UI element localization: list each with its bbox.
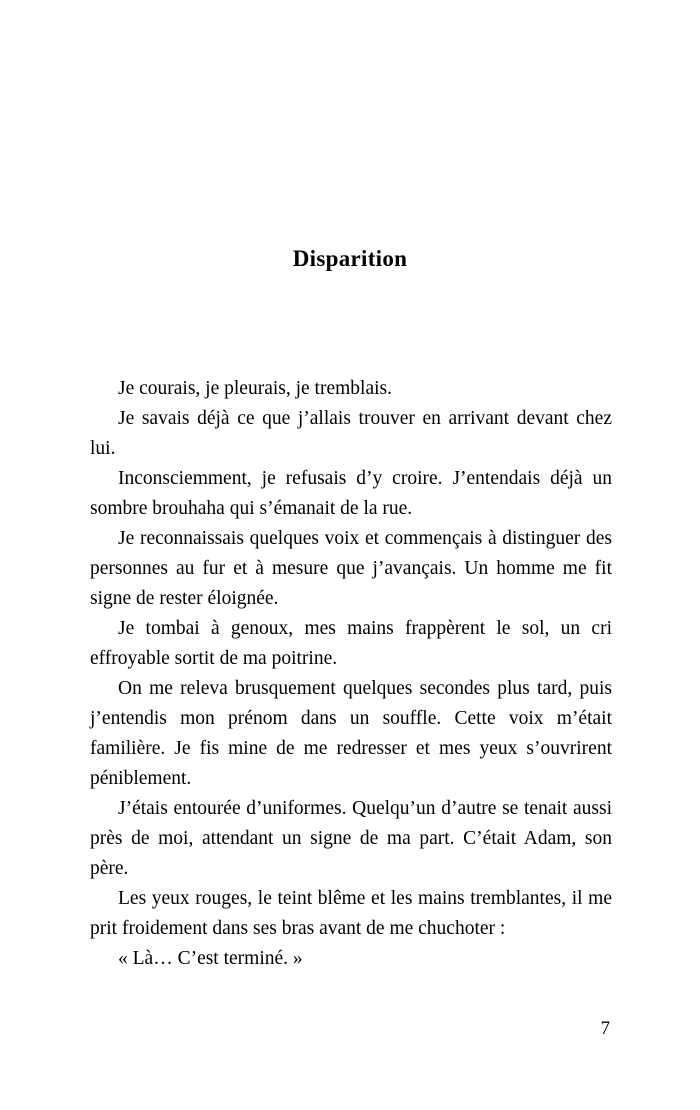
paragraph: Je tombai à genoux, mes mains frappèrent le sol, un cri effroyable sortit de ma poitrine. <box>90 618 612 669</box>
paragraph: Je courais, je pleurais, je tremblais. <box>118 378 392 399</box>
page-number: 7 <box>600 1018 610 1039</box>
paragraph: « Là… C’est terminé. » <box>118 948 303 969</box>
paragraph: Les yeux rouges, le teint blême et les mains tremblantes, il me prit froidement dans ses bras avant de me chuchoter : <box>90 888 612 939</box>
paragraph: On me releva brusquement quelques secondes plus tard, puis j’entendis mon prénom dans un souffle. Cette voix m’était familière. Je fis mine de me redresser et mes yeux s’ouvrirent péniblement. <box>90 678 612 789</box>
paragraph: Je reconnaissais quelques voix et commençais à distinguer des personnes au fur et à mesure que j’avançais. Un homme me fit signe de rester éloignée. <box>90 528 612 609</box>
paragraph: Inconsciemment, je refusais d’y croire. J’entendais déjà un sombre brouhaha qui s’émanait de la rue. <box>90 468 612 519</box>
body-text <box>90 374 612 974</box>
paragraph: Je savais déjà ce que j’allais trouver en arrivant devant chez lui. <box>90 408 612 459</box>
chapter-title: Disparition <box>292 246 408 271</box>
paragraph: J’étais entourée d’uniformes. Quelqu’un d’autre se tenait aussi près de moi, attendant un signe de ma part. C’était Adam, son père. <box>90 798 612 879</box>
